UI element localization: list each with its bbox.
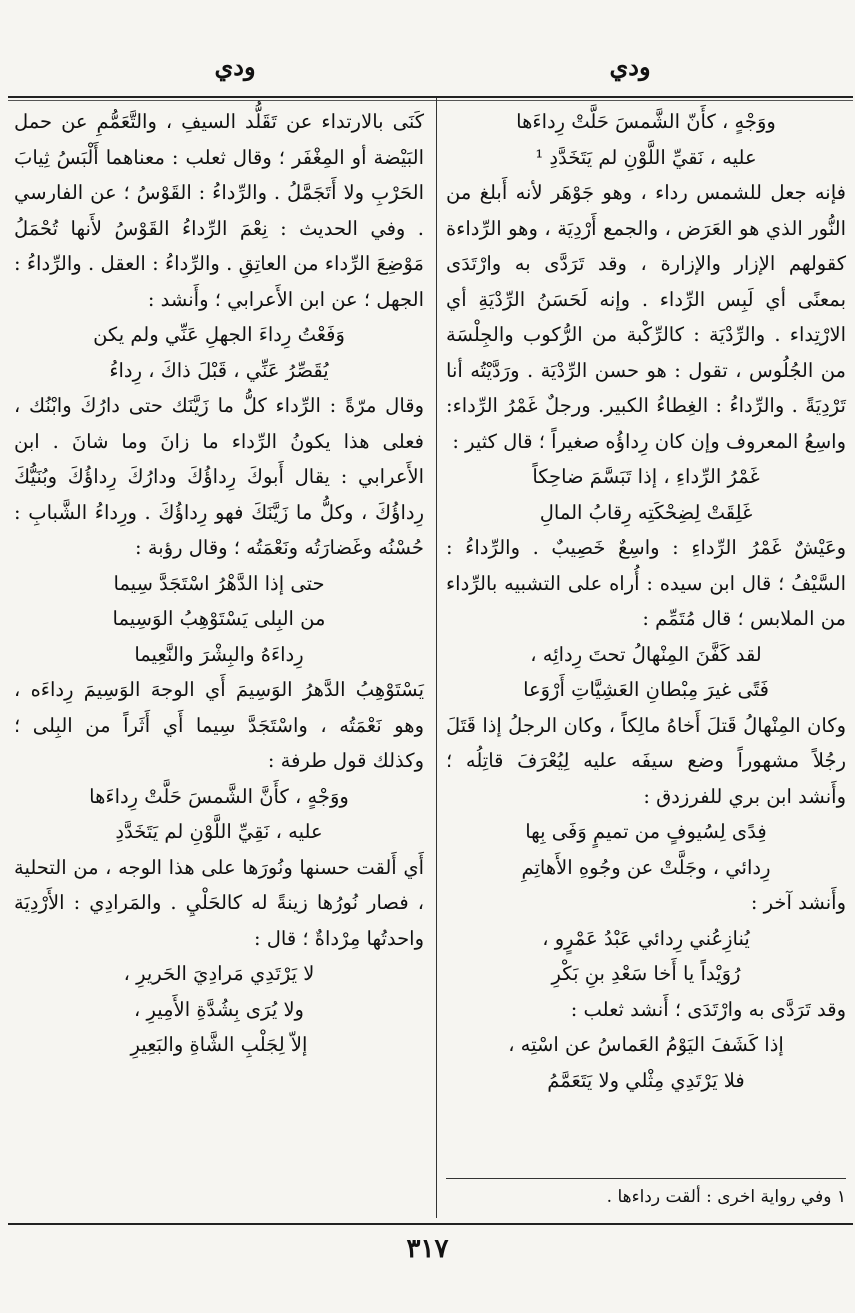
top-rule-thin [8,100,853,101]
page-number: ٣١٧ [406,1234,449,1264]
verse-line: إلاّ لِجَلْبِ الشَّاةِ والبَعِيرِ [130,1033,308,1056]
verse-line: فِدًى لِسُيوفٍ من تميمٍ وَفَى بِها [525,820,767,843]
paragraph: وكان المِنْهالُ قَتلَ أَخاهُ مالِكاً ، وكان الرجلُ إذا قَتَلَ رجُلاً مشهوراً وضع سيفَه عليه لِيُعْرَفَ قاتِلُه ؛ وأَنشد ابن بري للفرزدق : [446,713,846,808]
paragraph: يَسْتَوْهِبُ الدَّهرُ الوَسِيمَ أَي الوجهَ الوَسِيمَ رِداءَه ، وهو نَعْمَتُه ، واسْتَجَدَّ سِيما أَي أَثَراً من البِلى ؛ وكذلك قول طرفة : [14,678,424,772]
paragraph: وعَيْشٌ غَمْرُ الرِّداءِ : واسِعٌ خَصِيبٌ . والرِّداءُ : السَّيْفُ ؛ قال ابن سيده : أُراه على التشبيه بالرِّداء من الملابس ؛ قال مُتَمِّم : [446,536,846,630]
verse-line: يُنازِعُني رِدائي عَبْدُ عَمْرٍو ، [542,926,750,950]
paragraph: وقال مرّةً : الرِّداء كلُّ ما زَيَّنَك حتى دارُكَ وابْنُك ، فعلى هذا يكونُ الرِّداء ما زانَ وما شانَ . ابن الأَعرابي : يقال أَبوكَ رِداؤُكَ ودارُكَ رِداؤُكَ وبُنَيُّكَ رِداؤُكَ ، وكلُّ ما زَيَّنَكَ فهو رِداؤُكَ . ورِداءُ الشَّبابِ : حُسْنُه وغَضارَتُه ونَعْمَتُه ؛ وقال رؤبة : [14,394,424,559]
verse-line: من البِلى يَسْتَوْهِبُ الوَسِيما [112,607,326,630]
running-head-left: ودي [214,52,256,81]
verse-line: فَتًى غيرَ مِبْطانِ العَشِيَّاتِ أَرْوَعا [523,678,769,701]
verse-line: وَفَعْتُ رِداءَ الجهلِ عَنِّي ولم يكن [93,323,345,346]
paragraph: أَي أَلقت حسنها ونُورَها على هذا الوجه ، من التحلية ، فصار نُورُها زينةً له كالحَلْيِ . والمَرادِي : الأَرْدِيَة واحدتُها مِرْداةٌ ؛ قال : [14,855,424,950]
footnote: ١ وفي رواية اخرى : ألقت رداءها . [446,1178,846,1211]
verse-line: رُوَيْداً يا أَخا سَعْدِ بنِ بَكْرِ [551,962,741,985]
verse-line: غَلِقَتْ لِضِحْكَتِه رِقابُ المالِ [539,500,753,524]
verse-line: رِدائي ، وجَلَّتْ عن وجُوهِ الأَهاتِمِ [521,855,771,879]
verse-line: يُقَصِّرُ عَنِّي ، قَبْلَ ذاكَ ، رِداءُ [109,358,329,382]
running-head-right: ودي [609,52,651,81]
verse-line: لا يَرْتَدِي مَرادِيَ الحَريرِ ، [123,962,315,985]
verse-line: ووَجْهٍ ، كأَنَّ الشَّمسَ حَلَّتْ رِداءَها [89,784,349,808]
paragraph: كَنَى بالارتداء عن تَقَلُّد السيفِ ، والتَّعَمُّمِ عن حمل البَيْضة أو المِغْفَر ؛ وقال ثعلب : معناهما أَلْبَسُ ثِيابَ الحَرْبِ ولا أَتَجَمَّلُ . والرِّداءُ : القَوْسُ ؛ عن الفارسي . وفي الحديث : نِعْمَ الرِّداءُ القَوْسُ لأَنها تُحْمَلُ مَوْضِعَ الرِّداء من العاتِقِ . والرِّداءُ : العقل . والرِّداءُ : الجهل ؛ عن ابن الأَعرابي ؛ وأَنشد : [14,110,424,311]
paragraph: فإنه جعل للشمس رداء ، وهو جَوْهَر لأنه أَبلغ من النُّور الذي هو العَرَض ، والجمع أَرْدِيَة ، وهو الرِّداءة كقولهم الإزار والإزارة ، وقد تَرَدَّى به وارْتَدَى بمعنًى أي لَبِس الرِّداء . وإنه لَحَسَنُ الرِّدْيَةِ أي الارْتِداء . والرِّدْيَة : كالرِّكْبة من الرُّكوب والجِلْسَة من الجُلُوس ، تقول : هو حسن الرِّدْيَة . ورَدَّيْتُه أنا تَرْدِيَةً . والرِّداءُ : الغِطاءُ الكبير. ورجلٌ غَمْرُ الرِّداء: واسِعُ المعروف وإن كان رِداؤُه صغيراً ؛ قال كثير : [446,181,846,453]
paragraph: وقد تَرَدَّى به وارْتَدَى ؛ أَنشد ثعلب : [570,997,846,1021]
verse-line: حتى إذا الدَّهْرُ اسْتَجَدَّ سِيما [113,571,325,595]
right-column [446,104,846,1098]
bottom-rule [8,1223,853,1225]
verse-line: غَمْرُ الرِّداءِ ، إذا تَبَسَّمَ ضاحِكاً [532,465,760,488]
verse-line: فلا يَرْتَدِي مِثْلي ولا يَتَعَمَّمُ [547,1068,745,1092]
verse-line: إذا كَشَفَ اليَوْمُ العَماسُ عن اسْتِه ، [508,1033,784,1056]
paragraph: وأَنشد آخر : [750,891,846,914]
verse-line: لقد كَفَّنَ المِنْهالُ تحتَ رِدائِه ، [530,642,762,666]
left-column [14,104,424,1063]
verse-line: ووَجْهٍ ، كأَنّ الشَّمسَ حَلَّتْ رِداءَها [516,110,776,133]
verse-line: ولا يُرَى بِشُدَّةِ الأَمِيرِ ، [134,997,304,1021]
column-separator [436,98,437,1218]
verse-line: عليه ، نَقِيِّ اللَّوْنِ لم يَتَخَدَّدِ [115,820,323,843]
verse-line: رِداءَهُ والبِشْرَ والنَّعِيما [134,642,304,666]
top-rule [8,96,853,98]
verse-line: عليه ، نَقيِّ اللَّوْنِ لم يَتَخَدَّدِ ¹ [535,145,757,169]
